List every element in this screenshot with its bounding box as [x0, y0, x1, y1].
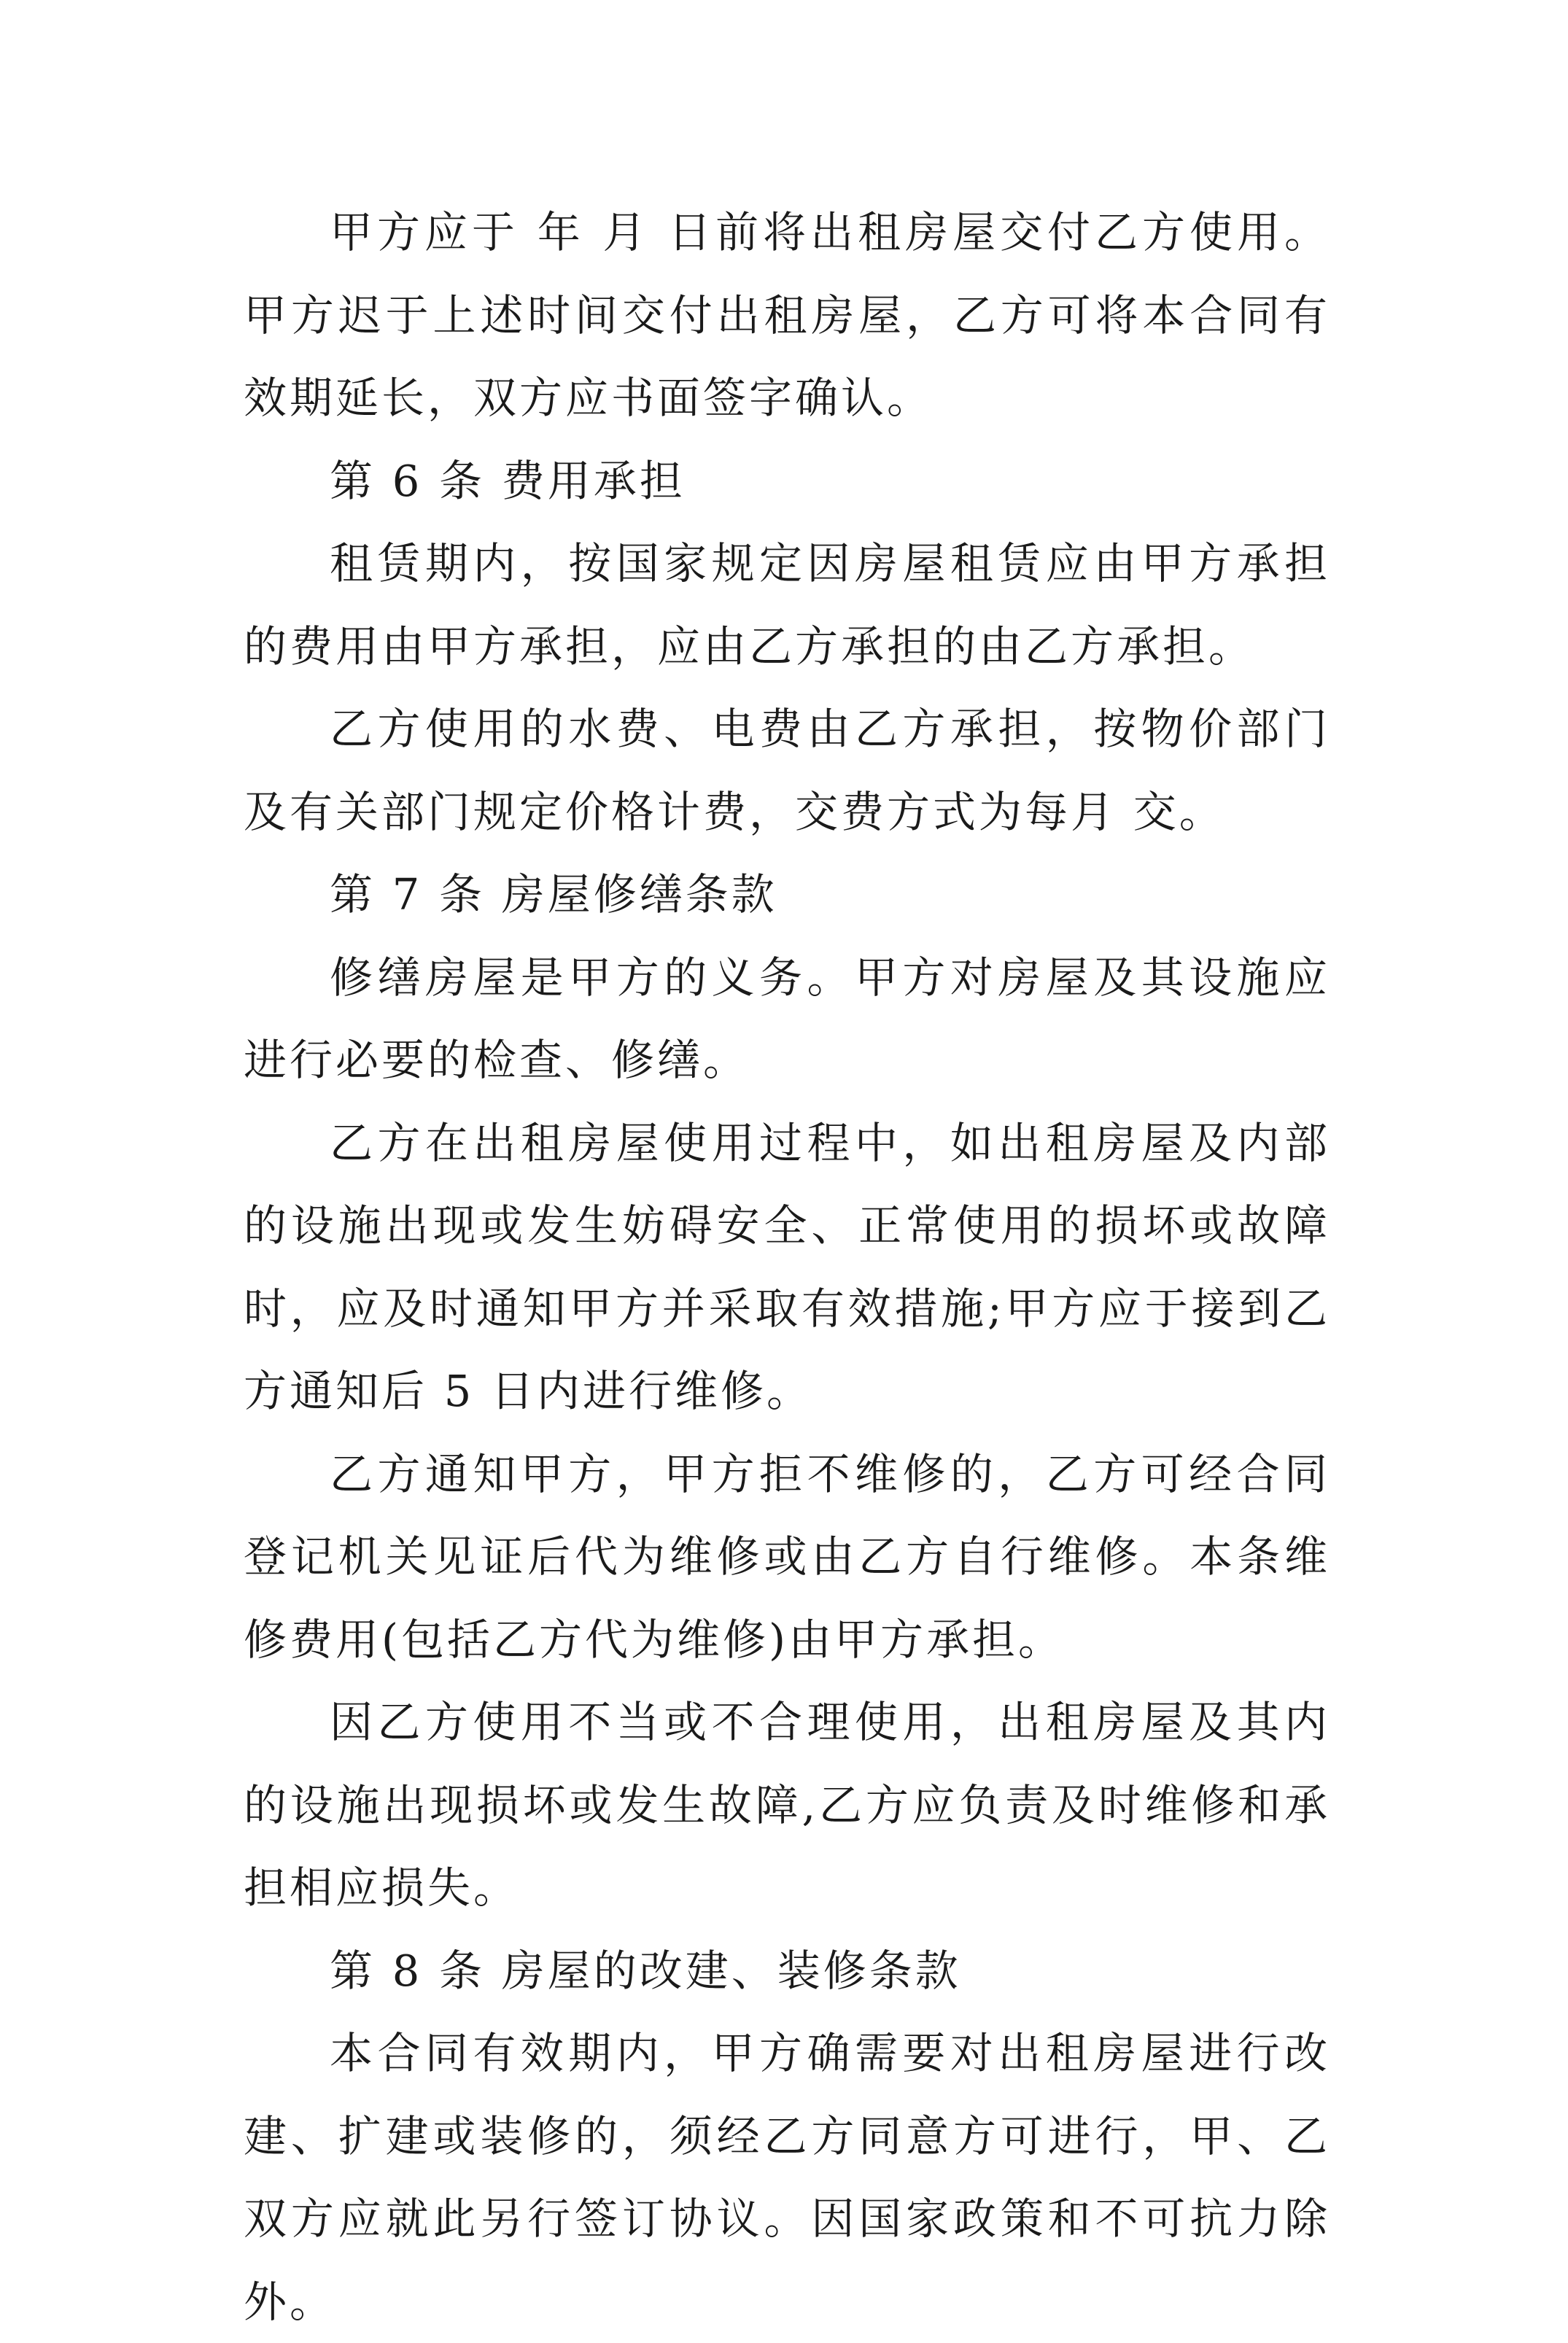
document-body [244, 191, 1330, 2343]
paragraph-repair-notice: 乙方在出租房屋使用过程中，如出租房屋及内部的设施出现或发生妨碍安全、正常使用的损坏或故障时，应及时通知甲方并采取有效措施;甲方应于接到乙方通知后 5 日内进行维修。 [244, 1117, 1330, 1416]
heading-article-8: 第 8 条 房屋的改建、装修条款 [330, 1945, 961, 1996]
paragraph-fees-general: 租赁期内，按国家规定因房屋租赁应由甲方承担的费用由甲方承担，应由乙方承担的由乙方承担。 [244, 538, 1330, 672]
paragraph-renovation: 本合同有效期内，甲方确需要对出租房屋进行改建、扩建或装修的，须经乙方同意方可进行，甲、乙双方应就此另行签订协议。因国家政策和不可抗力除外。 [244, 2028, 1330, 2327]
paragraph-repair-refusal: 乙方通知甲方，甲方拒不维修的，乙方可经合同登记机关见证后代为维修或由乙方自行维修。本条维修费用(包括乙方代为维修)由甲方承担。 [244, 1448, 1330, 1665]
heading-article-6: 第 6 条 费用承担 [330, 455, 686, 506]
paragraph-delivery: 甲方应于 年 月 日前将出租房屋交付乙方使用。甲方迟于上述时间交付出租房屋，乙方可将本合同有效期延长，双方应书面签字确认。 [244, 207, 1330, 423]
heading-article-7: 第 7 条 房屋修缮条款 [330, 869, 777, 920]
paragraph-repair-duty: 修缮房屋是甲方的义务。甲方对房屋及其设施应进行必要的检查、修缮。 [244, 952, 1330, 1085]
paragraph-fees-utilities: 乙方使用的水费、电费由乙方承担，按物价部门及有关部门规定价格计费，交费方式为每月 交。 [244, 704, 1330, 837]
paragraph-repair-misuse: 因乙方使用不当或不合理使用，出租房屋及其内的设施出现损坏或发生故障,乙方应负责及时维修和承担相应损失。 [244, 1697, 1330, 1913]
